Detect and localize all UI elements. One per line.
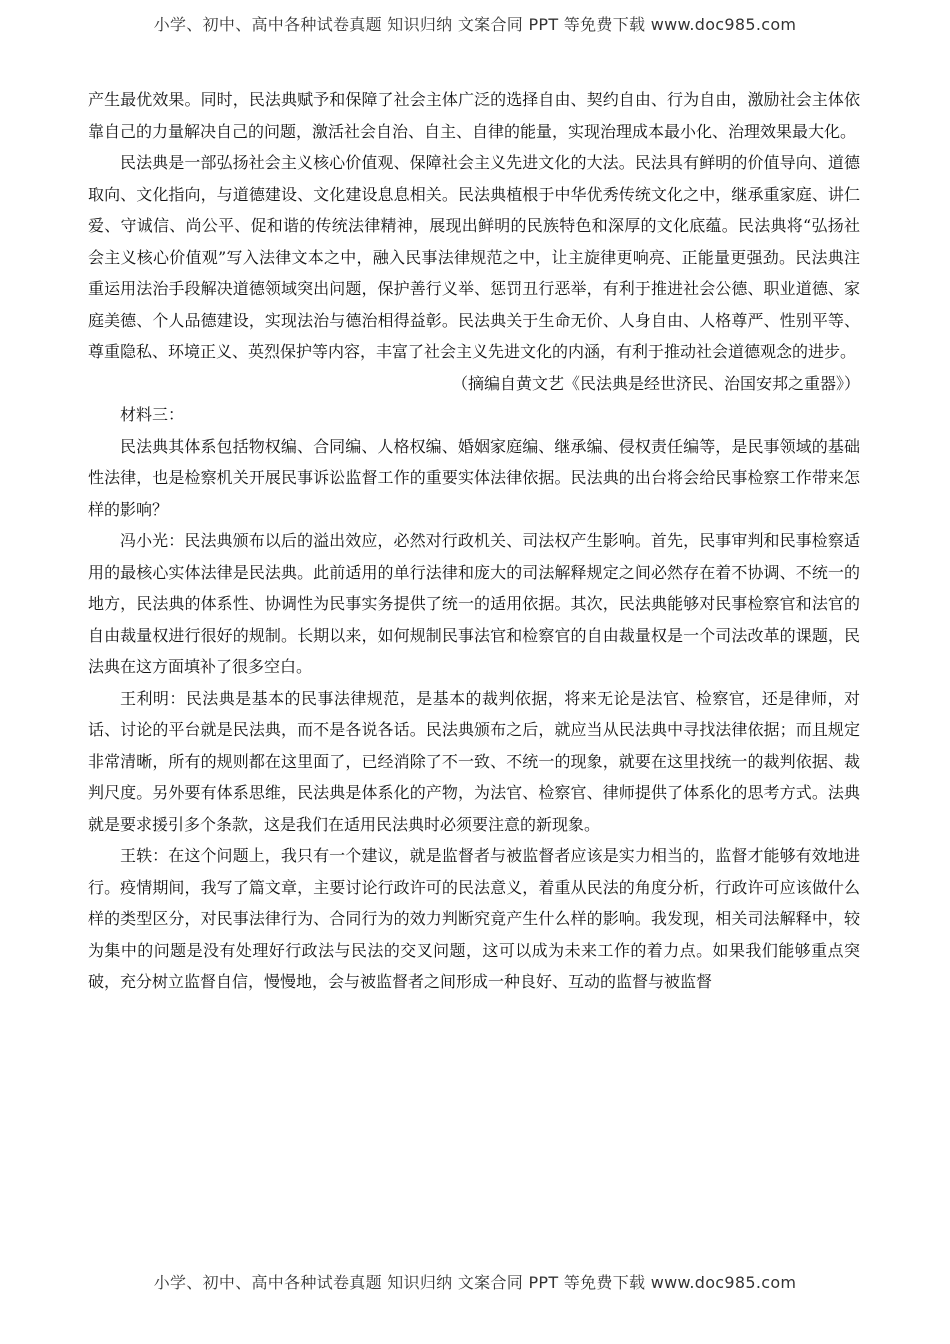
page-footer: 小学、初中、高中各种试卷真题 知识归纳 文案合同 PPT 等免费下载 www.doc985.com: [153, 1273, 797, 1292]
paragraph-civil-code-values: 民法典是一部弘扬社会主义核心价值观、保障社会主义先进文化的大法。民法具有鲜明的价值导向、道德取向、文化指向，与道德建设、文化建设息息相关。民法典植根于中华优秀传统文化之中，继承重家庭、讲仁爱、守诚信、尚公平、促和谐的传统法律精神，展现出鲜明的民族特色和深厚的文化底蕴。民法典将“弘扬社会主义核心价值观”写入法律文本之中，融入民事法律规范之中，让主旋律更响亮、正能量更强劲。民法典注重运用法治手段解决道德领域突出问题，保护善行义举、惩罚丑行恶举，有利于推进社会公德、职业道德、家庭美德、个人品德建设，实现法治与德治相得益彰。民法典关于生命无价、人身自由、人格尊严、性别平等、尊重隐私、环境正义、英烈保护等内容，丰富了社会主义先进文化的内涵，有利于推动社会道德观念的进步。: [88, 153, 860, 361]
paragraph-wang-liming: 王利明：民法典是基本的民事法律规范，是基本的裁判依据，将来无论是法官、检察官，还是律师，对话、讨论的平台就是民法典，而不是各说各话。民法典颁布之后，就应当从民法典中寻找法律依据；而且规定非常清晰，所有的规则都在这里面了，已经消除了不一致、不统一的现象，就要在这里找统一的裁判依据、裁判尺度。另外要有体系思维，民法典是体系化的产物，为法官、检察官、律师提供了体系化的思考方式。法典就是要求援引多个条款，这是我们在适用民法典时必须要注意的新现象。: [88, 688, 860, 834]
paragraph-continued: 产生最优效果。同时，民法典赋予和保障了社会主体广泛的选择自由、契约自由、行为自由，激励社会主体依靠自己的力量解决自己的问题，激活社会自治、自主、自律的能量，实现治理成本最小化、治理效果最大化。: [88, 90, 860, 141]
paragraph-feng-xiaoguang: 冯小光：民法典颁布以后的溢出效应，必然对行政机关、司法权产生影响。首先，民事审判和民事检察适用的最核心实体法律是民法典。此前适用的单行法律和庞大的司法解释规定之间必然存在着不协调、不统一的地方，民法典的体系性、协调性为民事实务提供了统一的适用依据。其次，民法典能够对民事检察官和法官的自由裁量权进行很好的规制。长期以来，如何规制民事法官和检察官的自由裁量权是一个司法改革的课题，民法典在这方面填补了很多空白。: [88, 531, 860, 676]
paragraph-material-three-intro: 民法典其体系包括物权编、合同编、人格权编、婚姻家庭编、继承编、侵权责任编等，是民事领域的基础性法律，也是检察机关开展民事诉讼监督工作的重要实体法律依据。民法典的出台将会给民事检察工作带来怎样的影响？: [88, 436, 860, 519]
page-header: 小学、初中、高中各种试卷真题 知识归纳 文案合同 PPT 等免费下载 www.doc985.com: [153, 15, 797, 34]
article-body: [88, 84, 860, 998]
paragraph-wang-yi: 王轶：在这个问题上，我只有一个建议，就是监督者与被监督者应该是实力相当的，监督才能够有效地进行。疫情期间，我写了篇文章，主要讨论行政许可的民法意义，着重从民法的角度分析，行政许可应该做什么样的类型区分，对民事法律行为、合同行为的效力判断究竟产生什么样的影响。我发现，相关司法解释中，较为集中的问题是没有处理好行政法与民法的交叉问题，这可以成为未来工作的着力点。如果我们能够重点突破，充分树立监督自信，慢慢地，会与被监督者之间形成一种良好、互动的监督与被监督: [88, 846, 860, 991]
material-label: 材料三：: [120, 405, 185, 424]
source-citation: （摘编自黄文艺《民法典是经世济民、治国安邦之重器》）: [451, 373, 860, 393]
